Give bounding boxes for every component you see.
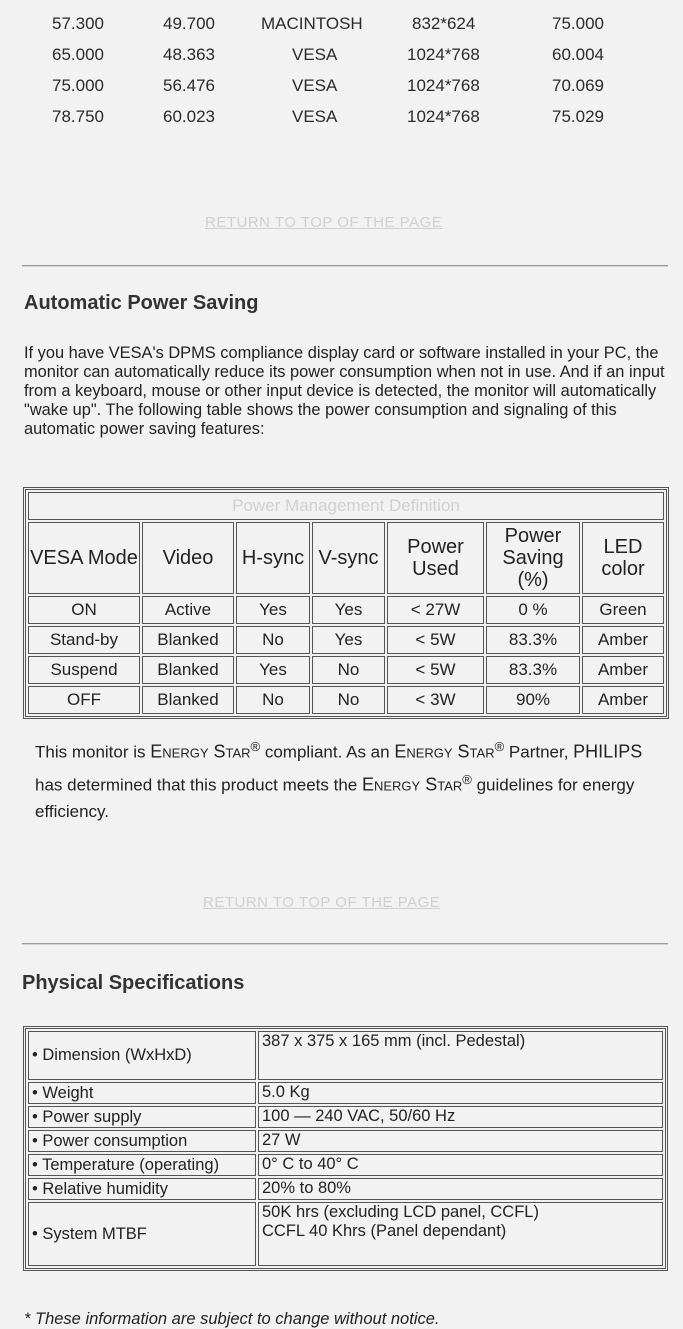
column-header: VESA Mode — [28, 522, 140, 594]
timing-cell: 60.023 — [163, 107, 215, 126]
table-cell: Yes — [312, 626, 385, 654]
column-header: Power Saving (%) — [486, 522, 580, 594]
table-cell: Blanked — [142, 686, 234, 714]
table-cell: Blanked — [142, 656, 234, 684]
power-saving-description: If you have VESA's DPMS compliance display card or software installed in your PC, the monitor can automatically reduce its power consumption when not in use. And if an input from a keyboard, mouse or other input device is detected, the monitor will automatically "wake up". The following table shows the power consumption and signaling of this automatic power saving features: — [24, 344, 665, 438]
table-cell: < 3W — [387, 686, 484, 714]
spec-value-line: CCFL 40 Khrs (Panel dependant) — [262, 1222, 507, 1240]
registered-mark: ® — [250, 739, 261, 754]
divider — [22, 943, 668, 945]
energy-text: This monitor is — [35, 742, 151, 762]
timing-cell: VESA — [292, 76, 338, 95]
column-header: V-sync — [312, 522, 385, 594]
table-cell: No — [312, 656, 385, 684]
table-cell: Stand-by — [28, 626, 140, 654]
timing-cell: 48.363 — [163, 45, 215, 64]
table-cell: Blanked — [142, 626, 234, 654]
timing-cell: 1024*768 — [407, 107, 480, 126]
physical-specs-table — [23, 1026, 668, 1271]
spec-label: • Power consumption — [28, 1130, 256, 1152]
table-header-row — [28, 522, 664, 594]
column-header: LED color — [582, 522, 664, 594]
spec-value: 27 W — [258, 1130, 663, 1152]
timing-row — [0, 45, 683, 75]
spec-value: 5.0 Kg — [258, 1082, 663, 1104]
spec-value: 387 x 375 x 165 mm (incl. Pedestal) — [258, 1031, 663, 1080]
timing-cell: 57.300 — [52, 14, 104, 33]
timing-cell: MACINTOSH — [261, 14, 363, 33]
column-header: Power Used — [387, 522, 484, 594]
table-cell: Yes — [236, 596, 310, 624]
table-cell: Yes — [312, 596, 385, 624]
energy-text: compliant. As an — [260, 742, 395, 762]
spec-label: • Weight — [28, 1082, 256, 1104]
table-cell: No — [236, 686, 310, 714]
energy-star-statement — [35, 733, 665, 825]
timing-cell: 1024*768 — [407, 76, 480, 95]
table-cell: 90% — [486, 686, 580, 714]
table-row — [28, 1106, 663, 1128]
timing-cell: 832*624 — [412, 14, 476, 33]
table-cell: < 5W — [387, 656, 484, 684]
timing-cell: 75.000 — [552, 14, 604, 33]
divider — [22, 265, 668, 267]
timing-row — [0, 14, 683, 44]
spec-label: • System MTBF — [28, 1202, 256, 1266]
table-row — [28, 656, 664, 684]
energy-star-name: Energy Star — [394, 741, 495, 762]
table-cell: 83.3% — [486, 656, 580, 684]
table-cell: No — [236, 626, 310, 654]
section-title-power-saving: Automatic Power Saving — [24, 292, 259, 314]
timing-cell: VESA — [292, 107, 338, 126]
timing-cell: 49.700 — [163, 14, 215, 33]
timing-cell: 65.000 — [52, 45, 104, 64]
spec-value: 100 — 240 VAC, 50/60 Hz — [258, 1106, 663, 1128]
energy-star-name: Energy Star — [361, 774, 463, 795]
power-management-table — [23, 487, 669, 719]
table-cell: 83.3% — [486, 626, 580, 654]
table-cell: Amber — [582, 656, 664, 684]
spec-value: 0° C to 40° C — [258, 1154, 663, 1176]
timing-cell: 1024*768 — [407, 45, 480, 64]
spec-value-line: 50K hrs (excluding LCD panel, CCFL) — [262, 1203, 539, 1221]
timing-cell: 70.069 — [552, 76, 604, 95]
table-cell: OFF — [28, 686, 140, 714]
spec-label: • Relative humidity — [28, 1178, 256, 1200]
return-to-top-link[interactable]: RETURN TO TOP OF THE PAGE — [203, 894, 441, 911]
timing-cell: 78.750 — [52, 107, 104, 126]
table-cell: ON — [28, 596, 140, 624]
table-cell: Suspend — [28, 656, 140, 684]
spec-label: • Power supply — [28, 1106, 256, 1128]
table-cell: < 5W — [387, 626, 484, 654]
column-header: Video — [142, 522, 234, 594]
spec-value: 20% to 80% — [258, 1178, 663, 1200]
table-row — [28, 686, 664, 714]
table-cell: Amber — [582, 686, 664, 714]
table-row — [28, 626, 664, 654]
section-title-physical-specs: Physical Specifications — [22, 972, 245, 994]
timing-cell: 56.476 — [163, 76, 215, 95]
timing-cell: 60.004 — [552, 45, 604, 64]
table-caption: Power Management Definition — [28, 492, 664, 520]
timing-cell: 75.029 — [552, 107, 604, 126]
table-cell: Yes — [236, 656, 310, 684]
energy-text: has determined that this product meets the — [35, 775, 362, 795]
timing-cell: VESA — [292, 45, 338, 64]
table-cell: 0 % — [486, 596, 580, 624]
energy-text: Partner, — [504, 742, 574, 762]
table-cell: No — [312, 686, 385, 714]
spec-value — [258, 1202, 663, 1266]
column-header: H-sync — [236, 522, 310, 594]
table-row — [28, 1178, 663, 1200]
table-row — [28, 1082, 663, 1104]
energy-star-name: Energy Star — [150, 741, 251, 762]
timing-row — [0, 76, 683, 106]
table-cell: Active — [142, 596, 234, 624]
energy-text: guidelines for energy efficiency. — [35, 775, 635, 822]
timing-row — [0, 107, 683, 137]
table-row — [28, 1031, 663, 1080]
registered-mark: ® — [494, 739, 505, 754]
table-row — [28, 596, 664, 624]
table-row — [28, 1202, 663, 1266]
footnote: * These information are subject to change without notice. — [24, 1310, 440, 1328]
table-row — [28, 1154, 663, 1176]
timing-cell: 75.000 — [52, 76, 104, 95]
return-to-top-link[interactable]: RETURN TO TOP OF THE PAGE — [205, 214, 443, 231]
registered-mark: ® — [462, 771, 472, 787]
spec-label: • Temperature (operating) — [28, 1154, 256, 1176]
brand-name: PHILIPS — [573, 741, 643, 762]
table-cell: Amber — [582, 626, 664, 654]
table-cell: < 27W — [387, 596, 484, 624]
table-cell: Green — [582, 596, 664, 624]
spec-label: • Dimension (WxHxD) — [28, 1031, 256, 1080]
table-row — [28, 1130, 663, 1152]
